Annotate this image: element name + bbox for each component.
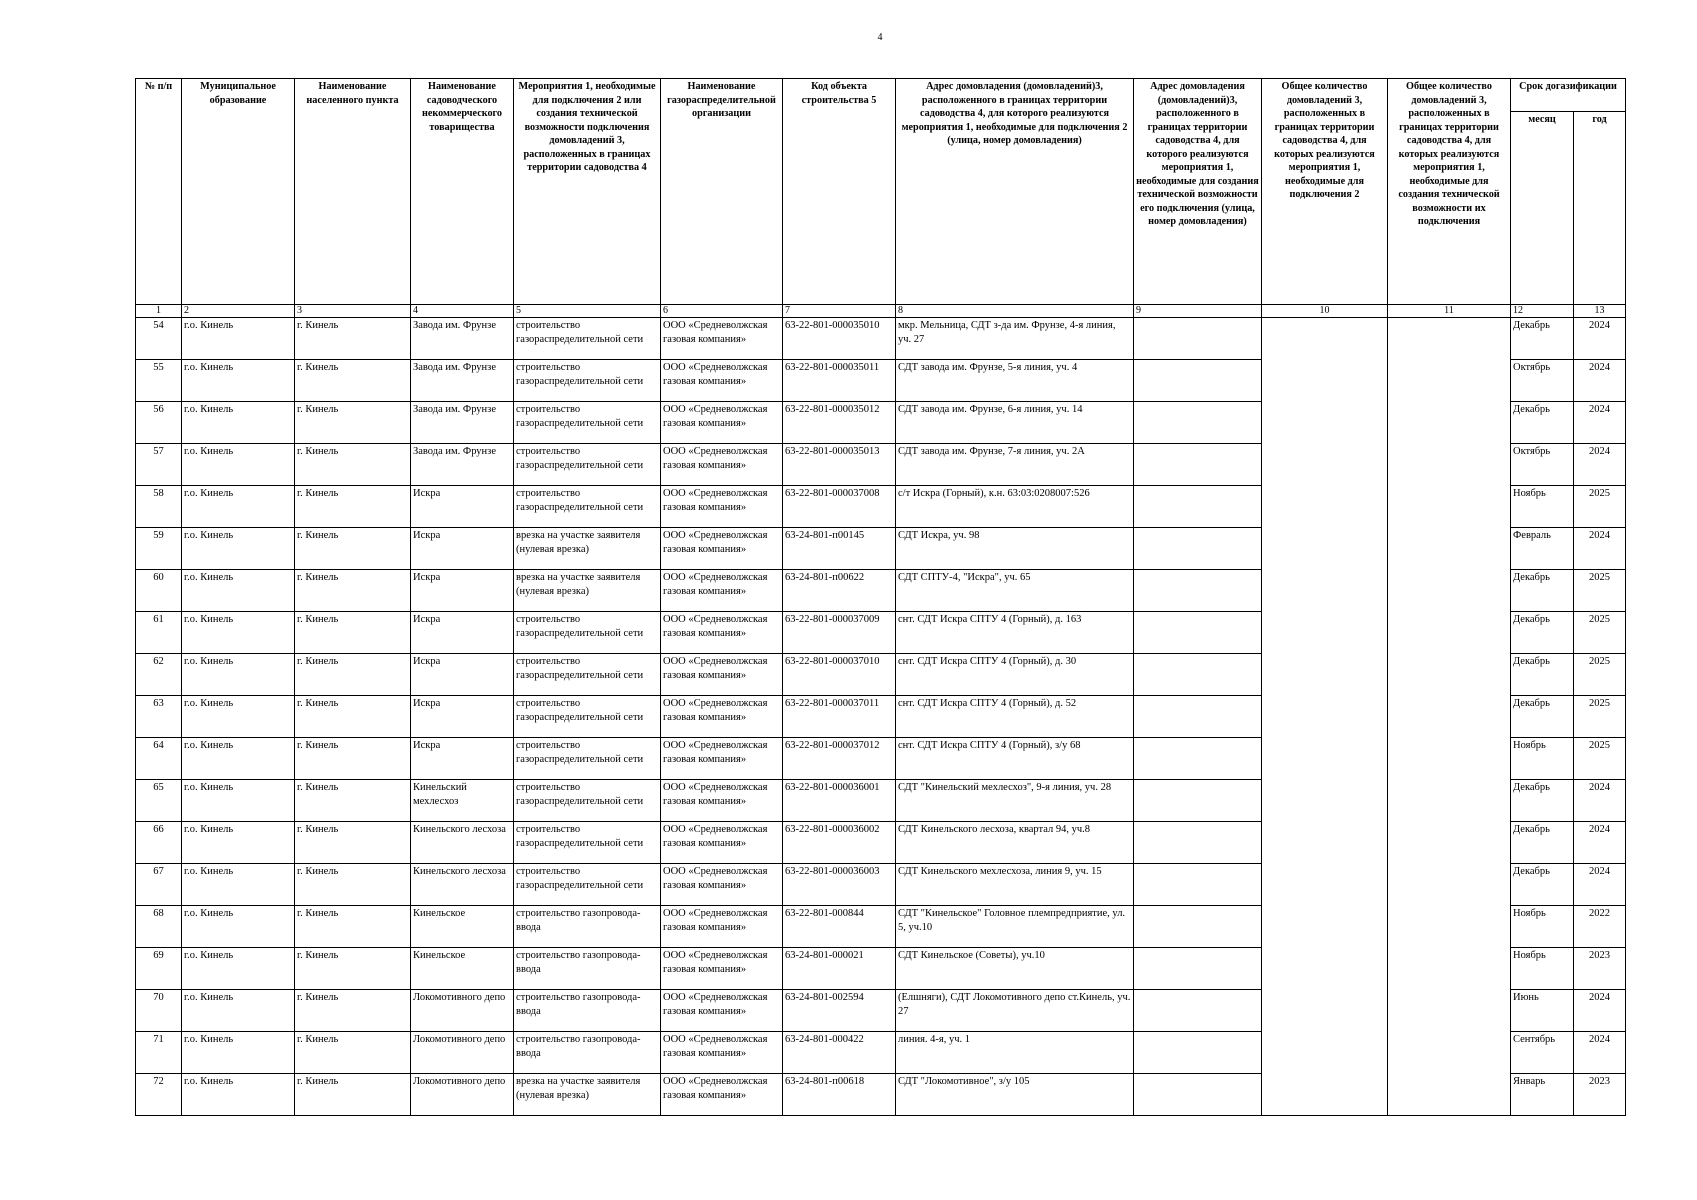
header-municipality: Муниципальное образование: [182, 79, 295, 305]
row-gas-org: ООО «Средневолжская газовая компания»: [661, 444, 783, 486]
row-month: Сентябрь: [1511, 1032, 1574, 1074]
column-number: 11: [1388, 305, 1511, 318]
row-total-connection: [1262, 318, 1388, 1116]
row-gas-org: ООО «Средневолжская газовая компания»: [661, 402, 783, 444]
row-object-code: 63-22-801-000037009: [783, 612, 896, 654]
row-object-code: 63-24-801-002594: [783, 990, 896, 1032]
row-year: 2024: [1574, 990, 1626, 1032]
row-event: строительство газораспределительной сети: [514, 612, 661, 654]
row-settlement: г. Кинель: [295, 528, 411, 570]
row-settlement: г. Кинель: [295, 486, 411, 528]
row-snt: Завода им. Фрунзе: [411, 318, 514, 360]
row-event: строительство газораспределительной сети: [514, 780, 661, 822]
row-year: 2023: [1574, 948, 1626, 990]
column-number: 6: [661, 305, 783, 318]
row-snt: Искра: [411, 696, 514, 738]
row-address: СДТ завода им. Фрунзе, 5-я линия, уч. 4: [896, 360, 1134, 402]
row-municipality: г.о. Кинель: [182, 570, 295, 612]
row-object-code: 63-22-801-000036002: [783, 822, 896, 864]
row-month: Октябрь: [1511, 360, 1574, 402]
row-month: Декабрь: [1511, 696, 1574, 738]
row-gas-org: ООО «Средневолжская газовая компания»: [661, 1032, 783, 1074]
row-event: строительство газораспределительной сети: [514, 738, 661, 780]
row-event: строительство газопровода-ввода: [514, 990, 661, 1032]
row-snt: Искра: [411, 612, 514, 654]
column-number: 8: [896, 305, 1134, 318]
row-year: 2025: [1574, 486, 1626, 528]
row-gas-org: ООО «Средневолжская газовая компания»: [661, 738, 783, 780]
row-number: 64: [136, 738, 182, 780]
row-municipality: г.о. Кинель: [182, 654, 295, 696]
row-month: Октябрь: [1511, 444, 1574, 486]
row-address-tech: [1134, 612, 1262, 654]
row-gas-org: ООО «Средневолжская газовая компания»: [661, 486, 783, 528]
column-number: 2: [182, 305, 295, 318]
row-address: СДТ завода им. Фрунзе, 7-я линия, уч. 2А: [896, 444, 1134, 486]
row-event: строительство газораспределительной сети: [514, 864, 661, 906]
row-address-tech: [1134, 486, 1262, 528]
row-address: СДТ Кинельского лесхоза, квартал 94, уч.8: [896, 822, 1134, 864]
row-number: 65: [136, 780, 182, 822]
row-gas-org: ООО «Средневолжская газовая компания»: [661, 906, 783, 948]
row-object-code: 63-22-801-000037008: [783, 486, 896, 528]
row-gas-org: ООО «Средневолжская газовая компания»: [661, 822, 783, 864]
row-month: Июнь: [1511, 990, 1574, 1032]
row-address-tech: [1134, 822, 1262, 864]
row-snt: Кинельское: [411, 906, 514, 948]
row-object-code: 63-22-801-000037012: [783, 738, 896, 780]
row-gas-org: ООО «Средневолжская газовая компания»: [661, 780, 783, 822]
row-address: СДТ Искра, уч. 98: [896, 528, 1134, 570]
row-object-code: 63-22-801-000035013: [783, 444, 896, 486]
row-snt: Искра: [411, 738, 514, 780]
row-settlement: г. Кинель: [295, 1032, 411, 1074]
row-year: 2024: [1574, 1032, 1626, 1074]
column-number: 4: [411, 305, 514, 318]
row-object-code: 63-24-801-п00622: [783, 570, 896, 612]
row-snt: Локомотивного депо: [411, 990, 514, 1032]
header-address-connection: Адрес домовладения (домовладений)3, расположенного в границах территории садоводства 4, для которого реализуются мероприятия 1, необходимые для подключения 2 (улица, номер домовладения): [896, 79, 1134, 305]
row-month: Ноябрь: [1511, 486, 1574, 528]
row-year: 2025: [1574, 612, 1626, 654]
row-month: Декабрь: [1511, 864, 1574, 906]
row-number: 70: [136, 990, 182, 1032]
row-month: Ноябрь: [1511, 906, 1574, 948]
row-settlement: г. Кинель: [295, 1074, 411, 1116]
header-total-connection: Общее количество домовладений 3, расположенных в границах территории садоводства 4, для которых реализуются мероприятия 1, необходимые для подключения 2: [1262, 79, 1388, 305]
row-gas-org: ООО «Средневолжская газовая компания»: [661, 612, 783, 654]
row-address-tech: [1134, 906, 1262, 948]
row-municipality: г.о. Кинель: [182, 990, 295, 1032]
row-settlement: г. Кинель: [295, 402, 411, 444]
row-month: Декабрь: [1511, 402, 1574, 444]
row-month: Январь: [1511, 1074, 1574, 1116]
row-month: Декабрь: [1511, 780, 1574, 822]
row-event: строительство газопровода-ввода: [514, 1032, 661, 1074]
header-number: № п/п: [136, 79, 182, 305]
row-year: 2025: [1574, 570, 1626, 612]
row-number: 61: [136, 612, 182, 654]
row-municipality: г.о. Кинель: [182, 696, 295, 738]
header-deadline: Срок догазификации: [1511, 79, 1626, 112]
column-number: 13: [1574, 305, 1626, 318]
header-year: год: [1574, 112, 1626, 305]
row-municipality: г.о. Кинель: [182, 780, 295, 822]
table-row: [136, 318, 1626, 360]
header-month: месяц: [1511, 112, 1574, 305]
row-address-tech: [1134, 402, 1262, 444]
row-settlement: г. Кинель: [295, 570, 411, 612]
row-total-tech: [1388, 318, 1511, 1116]
row-event: строительство газораспределительной сети: [514, 360, 661, 402]
row-address-tech: [1134, 738, 1262, 780]
row-address: СДТ завода им. Фрунзе, 6-я линия, уч. 14: [896, 402, 1134, 444]
row-number: 66: [136, 822, 182, 864]
row-year: 2025: [1574, 738, 1626, 780]
row-address-tech: [1134, 318, 1262, 360]
row-municipality: г.о. Кинель: [182, 1032, 295, 1074]
row-event: строительство газораспределительной сети: [514, 486, 661, 528]
row-settlement: г. Кинель: [295, 318, 411, 360]
row-address-tech: [1134, 696, 1262, 738]
row-gas-org: ООО «Средневолжская газовая компания»: [661, 696, 783, 738]
row-event: строительство газораспределительной сети: [514, 402, 661, 444]
row-snt: Искра: [411, 654, 514, 696]
row-address-tech: [1134, 570, 1262, 612]
row-municipality: г.о. Кинель: [182, 444, 295, 486]
row-gas-org: ООО «Средневолжская газовая компания»: [661, 990, 783, 1032]
row-address: СДТ СПТУ-4, "Искра", уч. 65: [896, 570, 1134, 612]
row-gas-org: ООО «Средневолжская газовая компания»: [661, 318, 783, 360]
row-address-tech: [1134, 864, 1262, 906]
row-address: СДТ "Кинельский мехлесхоз", 9-я линия, уч. 28: [896, 780, 1134, 822]
row-gas-org: ООО «Средневолжская газовая компания»: [661, 948, 783, 990]
row-address: (Елшняги), СДТ Локомотивного депо ст.Кинель, уч. 27: [896, 990, 1134, 1032]
column-number: 10: [1262, 305, 1388, 318]
row-gas-org: ООО «Средневолжская газовая компания»: [661, 528, 783, 570]
row-number: 71: [136, 1032, 182, 1074]
row-address: снт. СДТ Искра СПТУ 4 (Горный), з/у 68: [896, 738, 1134, 780]
column-number: 9: [1134, 305, 1262, 318]
row-month: Февраль: [1511, 528, 1574, 570]
row-object-code: 63-24-801-000422: [783, 1032, 896, 1074]
row-address-tech: [1134, 990, 1262, 1032]
row-municipality: г.о. Кинель: [182, 864, 295, 906]
row-object-code: 63-22-801-000037010: [783, 654, 896, 696]
row-snt: Кинельского лесхоза: [411, 864, 514, 906]
row-snt: Кинельское: [411, 948, 514, 990]
header-total-tech: Общее количество домовладений 3, расположенных в границах территории садоводства 4, для которых реализуются мероприятия 1, необходимые для создания технической возможности их подключения: [1388, 79, 1511, 305]
row-month: Ноябрь: [1511, 948, 1574, 990]
row-number: 69: [136, 948, 182, 990]
row-object-code: 63-22-801-000036001: [783, 780, 896, 822]
row-event: врезка на участке заявителя (нулевая врезка): [514, 528, 661, 570]
row-event: строительство газораспределительной сети: [514, 444, 661, 486]
row-number: 63: [136, 696, 182, 738]
row-address: СДТ "Кинельское" Головное племпредприятие, ул. 5, уч.10: [896, 906, 1134, 948]
row-year: 2024: [1574, 402, 1626, 444]
row-number: 72: [136, 1074, 182, 1116]
row-address: с/т Искра (Горный), к.н. 63:03:0208007:526: [896, 486, 1134, 528]
row-address-tech: [1134, 528, 1262, 570]
row-gas-org: ООО «Средневолжская газовая компания»: [661, 864, 783, 906]
header-object-code: Код объекта строительства 5: [783, 79, 896, 305]
row-municipality: г.о. Кинель: [182, 402, 295, 444]
row-address-tech: [1134, 1032, 1262, 1074]
row-object-code: 63-24-801-000021: [783, 948, 896, 990]
row-address-tech: [1134, 948, 1262, 990]
row-gas-org: ООО «Средневолжская газовая компания»: [661, 570, 783, 612]
row-year: 2024: [1574, 822, 1626, 864]
header-address-tech: Адрес домовладения (домовладений)3, расположенного в границах территории садоводства 4, для которого реализуются мероприятия 1, необходимые для создания технической возможности его подключения (улица, номер домовладения): [1134, 79, 1262, 305]
row-year: 2025: [1574, 696, 1626, 738]
row-municipality: г.о. Кинель: [182, 1074, 295, 1116]
row-number: 60: [136, 570, 182, 612]
row-month: Декабрь: [1511, 612, 1574, 654]
row-settlement: г. Кинель: [295, 822, 411, 864]
row-address: линия. 4-я, уч. 1: [896, 1032, 1134, 1074]
row-settlement: г. Кинель: [295, 696, 411, 738]
row-municipality: г.о. Кинель: [182, 738, 295, 780]
row-event: строительство газораспределительной сети: [514, 822, 661, 864]
row-object-code: 63-22-801-000035012: [783, 402, 896, 444]
row-address: СДТ Кинельское (Советы), уч.10: [896, 948, 1134, 990]
row-municipality: г.о. Кинель: [182, 822, 295, 864]
row-snt: Искра: [411, 486, 514, 528]
header-settlement: Наименование населенного пункта: [295, 79, 411, 305]
row-year: 2024: [1574, 528, 1626, 570]
row-gas-org: ООО «Средневолжская газовая компания»: [661, 654, 783, 696]
row-address-tech: [1134, 780, 1262, 822]
row-snt: Искра: [411, 570, 514, 612]
row-object-code: 63-22-801-000035010: [783, 318, 896, 360]
row-settlement: г. Кинель: [295, 612, 411, 654]
column-number: 5: [514, 305, 661, 318]
row-municipality: г.о. Кинель: [182, 318, 295, 360]
row-number: 56: [136, 402, 182, 444]
column-number-row: [136, 305, 1626, 318]
header-events: Мероприятия 1, необходимые для подключения 2 или создания технической возможности подключения домовладений 3, расположенных в границах территории садоводства 4: [514, 79, 661, 305]
row-address: снт. СДТ Искра СПТУ 4 (Горный), д. 163: [896, 612, 1134, 654]
page-number: 4: [877, 32, 883, 43]
row-year: 2024: [1574, 444, 1626, 486]
row-year: 2025: [1574, 654, 1626, 696]
row-snt: Завода им. Фрунзе: [411, 402, 514, 444]
row-municipality: г.о. Кинель: [182, 948, 295, 990]
row-year: 2022: [1574, 906, 1626, 948]
row-settlement: г. Кинель: [295, 654, 411, 696]
row-object-code: 63-22-801-000035011: [783, 360, 896, 402]
column-number: 1: [136, 305, 182, 318]
row-snt: Завода им. Фрунзе: [411, 360, 514, 402]
row-event: строительство газопровода-ввода: [514, 906, 661, 948]
row-year: 2024: [1574, 780, 1626, 822]
row-settlement: г. Кинель: [295, 906, 411, 948]
row-year: 2024: [1574, 864, 1626, 906]
row-municipality: г.о. Кинель: [182, 528, 295, 570]
row-object-code: 63-22-801-000036003: [783, 864, 896, 906]
row-address: СДТ "Локомотивное", з/у 105: [896, 1074, 1134, 1116]
row-year: 2024: [1574, 318, 1626, 360]
row-event: строительство газораспределительной сети: [514, 318, 661, 360]
row-municipality: г.о. Кинель: [182, 612, 295, 654]
row-address: СДТ Кинельского мехлесхоза, линия 9, уч. 15: [896, 864, 1134, 906]
row-settlement: г. Кинель: [295, 990, 411, 1032]
row-event: строительство газопровода-ввода: [514, 948, 661, 990]
row-snt: Локомотивного депо: [411, 1074, 514, 1116]
row-month: Ноябрь: [1511, 738, 1574, 780]
row-municipality: г.о. Кинель: [182, 906, 295, 948]
row-event: врезка на участке заявителя (нулевая врезка): [514, 1074, 661, 1116]
row-address-tech: [1134, 1074, 1262, 1116]
row-month: Декабрь: [1511, 318, 1574, 360]
row-gas-org: ООО «Средневолжская газовая компания»: [661, 360, 783, 402]
row-address: мкр. Мельница, СДТ з-да им. Фрунзе, 4-я линия, уч. 27: [896, 318, 1134, 360]
row-address-tech: [1134, 654, 1262, 696]
row-settlement: г. Кинель: [295, 444, 411, 486]
row-settlement: г. Кинель: [295, 948, 411, 990]
row-address-tech: [1134, 444, 1262, 486]
row-number: 57: [136, 444, 182, 486]
row-number: 59: [136, 528, 182, 570]
row-snt: Локомотивного депо: [411, 1032, 514, 1074]
row-object-code: 63-22-801-000037011: [783, 696, 896, 738]
column-number: 7: [783, 305, 896, 318]
row-snt: Завода им. Фрунзе: [411, 444, 514, 486]
row-event: врезка на участке заявителя (нулевая врезка): [514, 570, 661, 612]
row-settlement: г. Кинель: [295, 864, 411, 906]
row-settlement: г. Кинель: [295, 360, 411, 402]
column-number: 12: [1511, 305, 1574, 318]
row-municipality: г.о. Кинель: [182, 486, 295, 528]
row-month: Декабрь: [1511, 654, 1574, 696]
header-gas-org: Наименование газораспределительной организации: [661, 79, 783, 305]
row-number: 55: [136, 360, 182, 402]
row-settlement: г. Кинель: [295, 780, 411, 822]
row-number: 58: [136, 486, 182, 528]
row-snt: Кинельский мехлесхоз: [411, 780, 514, 822]
row-year: 2024: [1574, 360, 1626, 402]
row-address-tech: [1134, 360, 1262, 402]
row-year: 2023: [1574, 1074, 1626, 1116]
row-snt: Искра: [411, 528, 514, 570]
row-month: Декабрь: [1511, 570, 1574, 612]
row-municipality: г.о. Кинель: [182, 360, 295, 402]
row-number: 54: [136, 318, 182, 360]
column-number: 3: [295, 305, 411, 318]
row-number: 67: [136, 864, 182, 906]
row-snt: Кинельского лесхоза: [411, 822, 514, 864]
row-number: 62: [136, 654, 182, 696]
row-object-code: 63-22-801-000844: [783, 906, 896, 948]
row-month: Декабрь: [1511, 822, 1574, 864]
header-snt: Наименование садоводческого некоммерческого товарищества: [411, 79, 514, 305]
row-event: строительство газораспределительной сети: [514, 654, 661, 696]
row-address: снт. СДТ Искра СПТУ 4 (Горный), д. 52: [896, 696, 1134, 738]
row-settlement: г. Кинель: [295, 738, 411, 780]
gasification-table: [135, 78, 1626, 1116]
row-gas-org: ООО «Средневолжская газовая компания»: [661, 1074, 783, 1116]
row-address: снт. СДТ Искра СПТУ 4 (Горный), д. 30: [896, 654, 1134, 696]
row-object-code: 63-24-801-п00618: [783, 1074, 896, 1116]
row-object-code: 63-24-801-п00145: [783, 528, 896, 570]
row-event: строительство газораспределительной сети: [514, 696, 661, 738]
row-number: 68: [136, 906, 182, 948]
